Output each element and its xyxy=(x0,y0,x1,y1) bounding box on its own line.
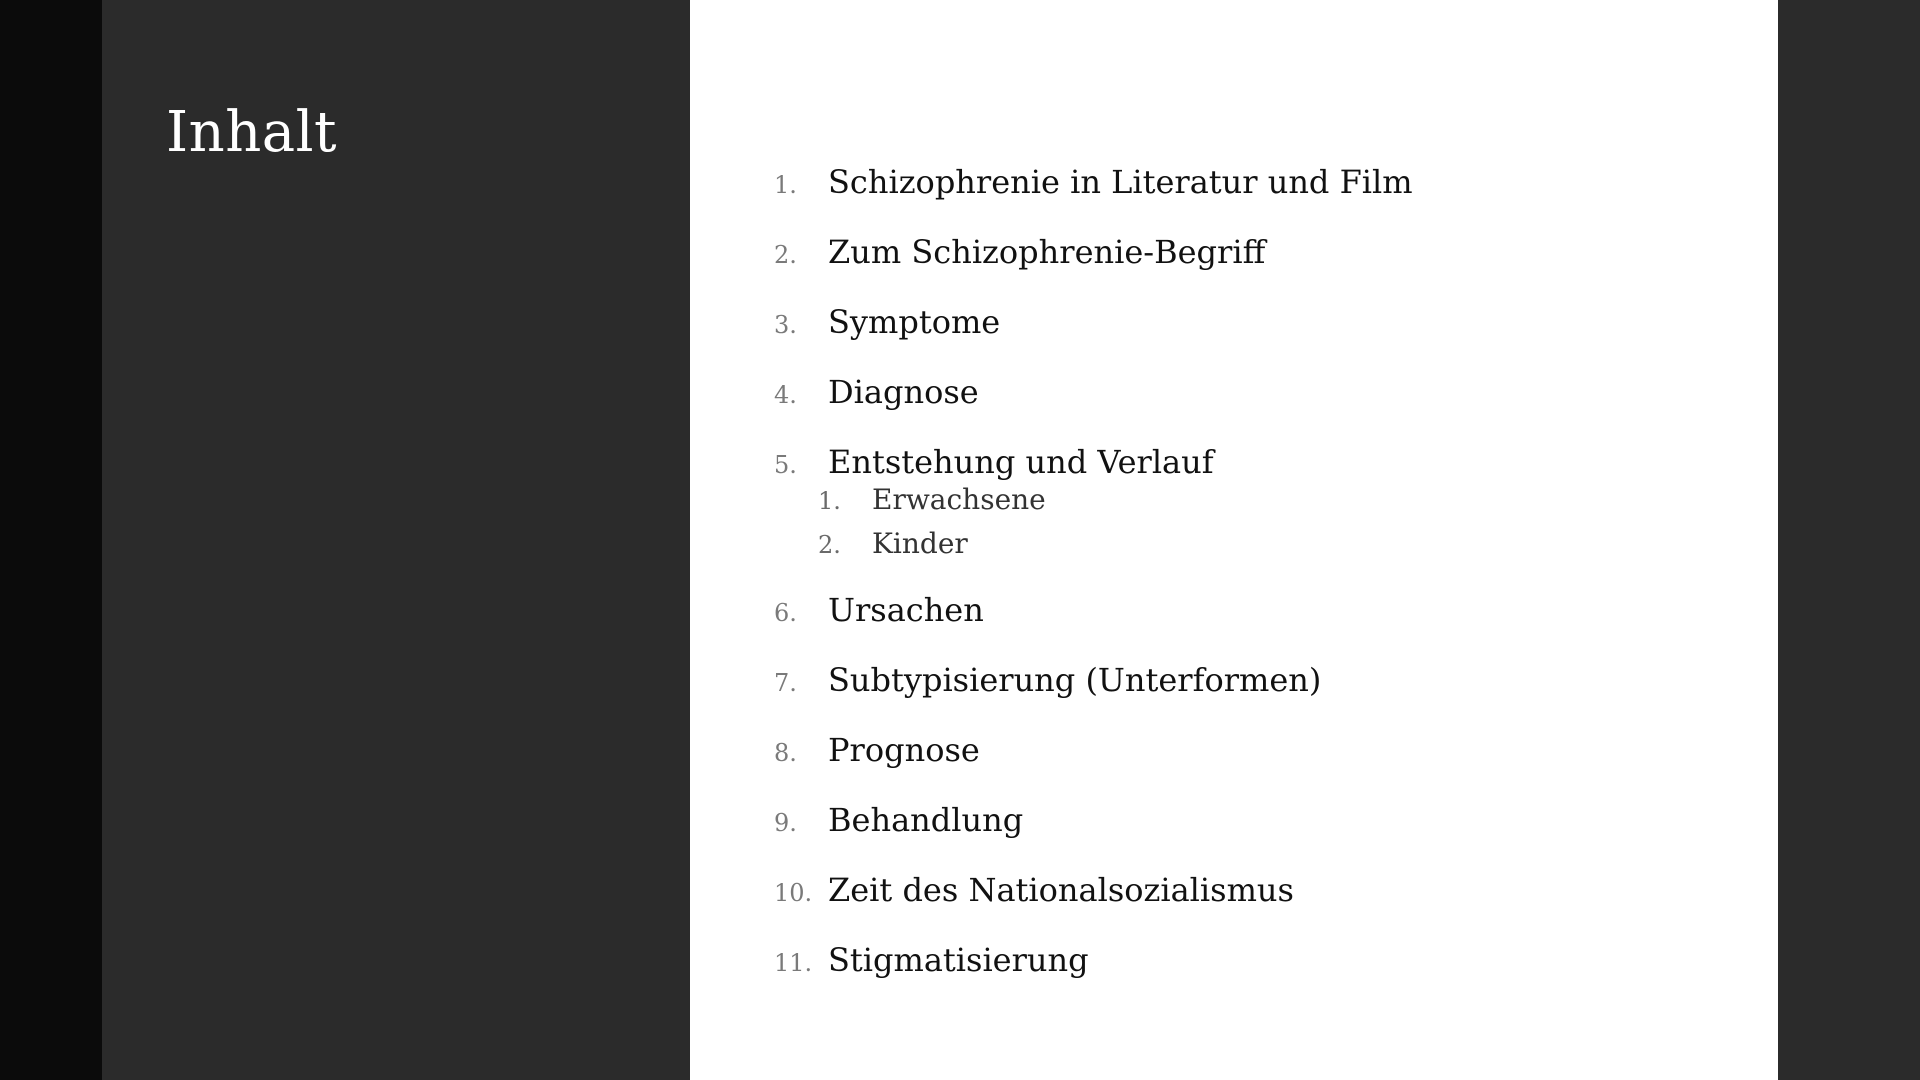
toc-item-label: Behandlung xyxy=(828,801,1024,839)
toc-item-label: Zum Schizophrenie-Begriff xyxy=(828,233,1266,271)
toc-sub-item xyxy=(818,527,1413,571)
left-border-strip xyxy=(0,0,102,1080)
toc-item-label: Diagnose xyxy=(828,373,979,411)
toc-item-number: 7. xyxy=(774,669,797,697)
slide-title: Inhalt xyxy=(166,100,338,165)
toc-item-label: Zeit des Nationalsozialismus xyxy=(828,871,1294,909)
toc-item-label: Symptome xyxy=(828,303,1001,341)
toc-item-number: 9. xyxy=(774,809,797,837)
toc-item-label: Schizophrenie in Literatur und Film xyxy=(828,163,1413,201)
toc-item xyxy=(774,373,1413,413)
toc-item xyxy=(774,591,1413,631)
toc-item-number: 1. xyxy=(774,171,797,199)
toc-item-label: Entstehung und Verlauf xyxy=(828,443,1214,481)
toc-item xyxy=(774,871,1413,911)
toc-item-number: 10. xyxy=(774,879,813,907)
toc-item-number: 3. xyxy=(774,311,797,339)
toc-sub-item xyxy=(818,483,1413,527)
right-border-strip xyxy=(1778,0,1920,1080)
toc-item-label: Prognose xyxy=(828,731,980,769)
toc-sub-item-number: 2. xyxy=(818,531,841,559)
toc-item xyxy=(774,731,1413,771)
title-panel xyxy=(102,0,690,1080)
table-of-contents xyxy=(774,163,1413,1011)
toc-item-number: 11. xyxy=(774,949,813,977)
toc-item xyxy=(774,303,1413,343)
toc-item-number: 4. xyxy=(774,381,797,409)
toc-item xyxy=(774,941,1413,981)
toc-item xyxy=(774,661,1413,701)
toc-sub-item-number: 1. xyxy=(818,487,841,515)
toc-item xyxy=(774,163,1413,203)
toc-item-label: Ursachen xyxy=(828,591,984,629)
toc-item-number: 5. xyxy=(774,451,797,479)
toc-item-number: 6. xyxy=(774,599,797,627)
toc-sub-item-label: Kinder xyxy=(872,527,968,560)
content-panel xyxy=(690,0,1778,1080)
toc-item xyxy=(774,233,1413,273)
toc-item-number: 8. xyxy=(774,739,797,767)
toc-sub-item-label: Erwachsene xyxy=(872,483,1046,516)
toc-item-label: Stigmatisierung xyxy=(828,941,1089,979)
toc-item-label: Subtypisierung (Unterformen) xyxy=(828,661,1322,699)
toc-item xyxy=(774,443,1413,571)
toc-item-number: 2. xyxy=(774,241,797,269)
toc-item xyxy=(774,801,1413,841)
toc-sub-list xyxy=(818,483,1413,571)
